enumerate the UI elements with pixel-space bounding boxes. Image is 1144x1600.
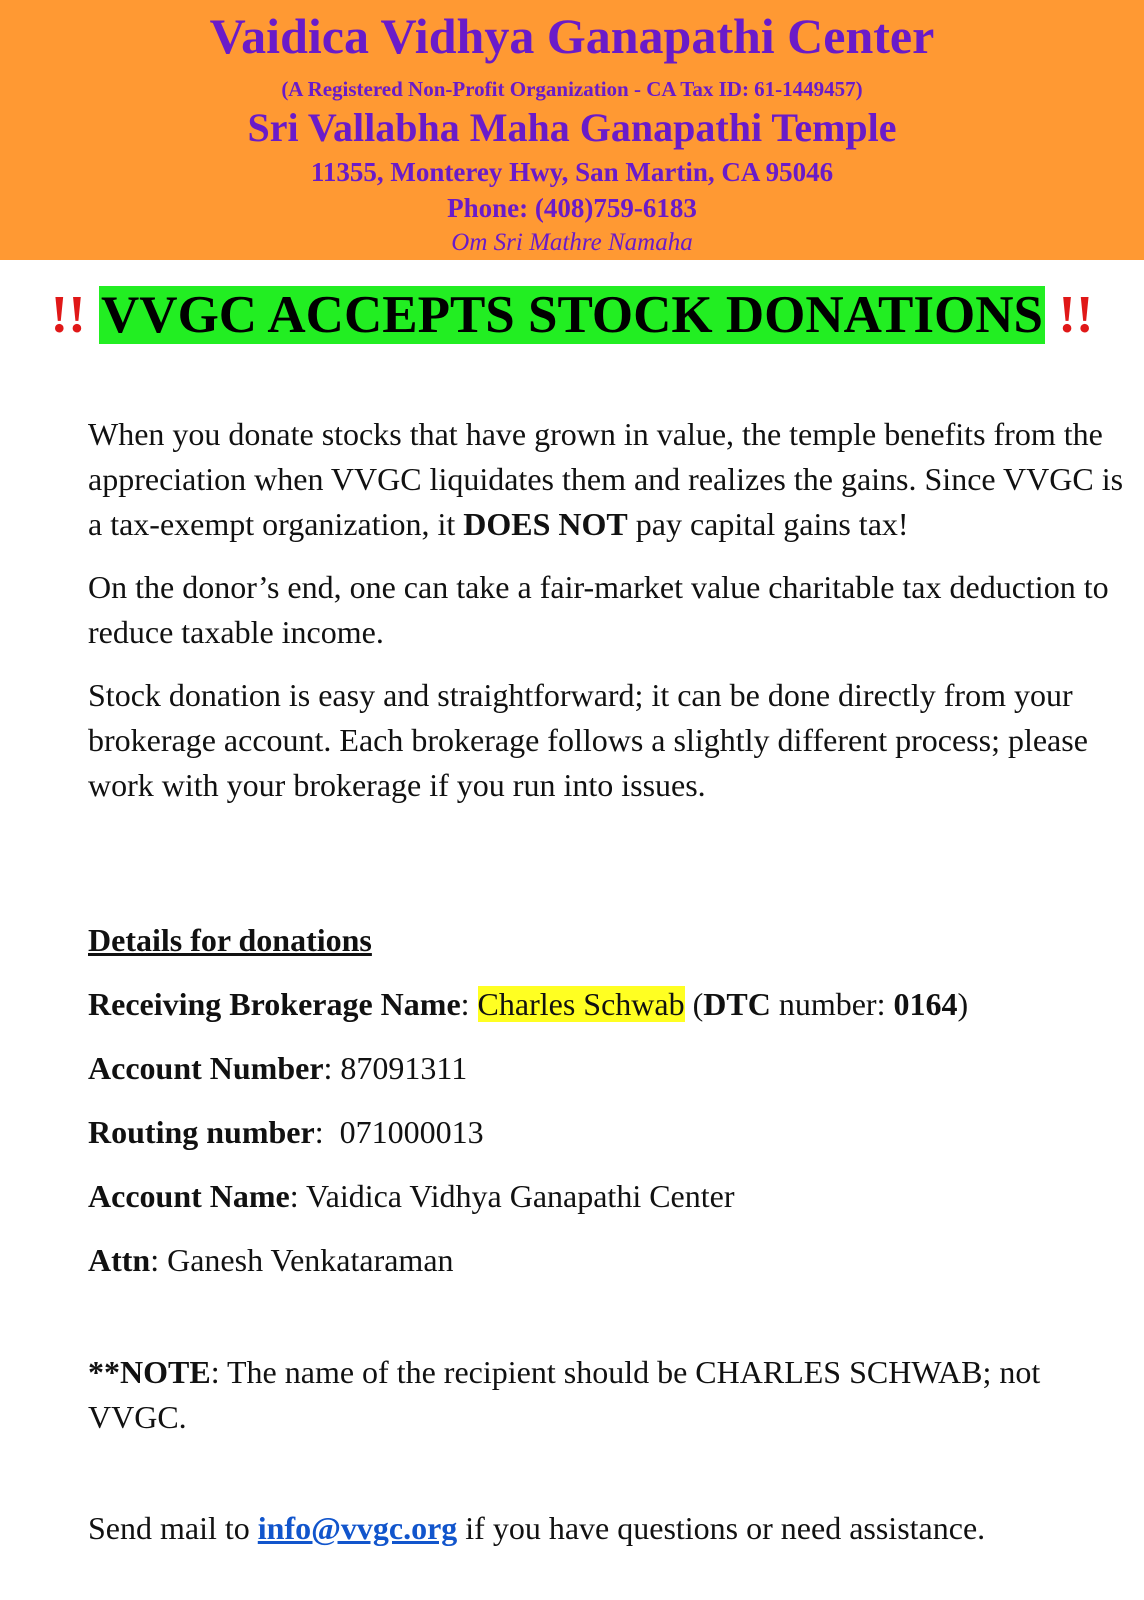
org-name: Vaidica Vidhya Ganapathi Center (209, 8, 935, 64)
routing-number-label: Routing number (88, 1114, 315, 1150)
address: 11355, Monterey Hwy, San Martin, CA 95046 (310, 157, 834, 187)
body-content (88, 412, 1128, 808)
account-number-value: : 87091311 (323, 1050, 468, 1086)
temple-name: Sri Vallabha Maha Ganapathi Temple (247, 105, 897, 150)
dtc-mid: number: (770, 986, 894, 1022)
paragraph-deduction: On the donor’s end, one can take a fair-market value charitable tax deduction to reduce taxable income. (88, 569, 1109, 650)
account-name-row (88, 1174, 735, 1219)
header (0, 0, 1144, 260)
attn-row (88, 1238, 454, 1283)
registration-text: (A Registered Non-Profit Organization - CA Tax ID: 61-1449457) (281, 77, 863, 101)
brokerage-row (88, 982, 968, 1027)
contact-prefix: Send mail to (88, 1510, 258, 1546)
paragraph-benefits-text-end: pay capital gains tax! (627, 506, 909, 542)
account-number-row (88, 1046, 467, 1091)
banner-left-marks: !! (50, 286, 86, 344)
note-text: : The name of the recipient should be CHARLES SCHWAB; not VVGC. (88, 1354, 1041, 1435)
dtc-open: ( (684, 986, 704, 1022)
attn-label: Attn (88, 1242, 151, 1278)
details-title: Details for donations (88, 922, 372, 958)
contact-suffix: if you have questions or need assistance. (457, 1510, 986, 1546)
note (88, 1350, 1128, 1440)
dtc-close: ) (957, 986, 969, 1022)
paragraph-benefits-emphasis: DOES NOT (463, 506, 628, 542)
attn-value: : Ganesh Venkataraman (150, 1242, 454, 1278)
dtc-value: 0164 (893, 986, 958, 1022)
banner-title: VVGC ACCEPTS STOCK DONATIONS (101, 286, 1043, 344)
paragraph-process: Stock donation is easy and straightforward; it can be done directly from your brokerage account. Each brokerage follows a slightly different process; please work with your brokerage if you run into issues. (88, 677, 1088, 803)
note-label: **NOTE (88, 1354, 211, 1390)
dtc-label: DTC (703, 986, 771, 1022)
paragraph-benefits-text: When you donate stocks that have grown in value, the temple benefits from the appreciation when VVGC liquidates them and realizes the gains. Since VVGC is a tax-exempt organization, it (88, 416, 1124, 542)
colon: : (460, 986, 478, 1022)
announcement-banner (0, 284, 1144, 346)
account-name-label: Account Name (88, 1178, 290, 1214)
banner-right-marks: !! (1058, 286, 1094, 344)
phone: Phone: (408)759-6183 (447, 193, 697, 223)
email-link[interactable]: info@vvgc.org (257, 1510, 458, 1546)
account-name-value: : Vaidica Vidhya Ganapathi Center (289, 1178, 735, 1214)
routing-number-row (88, 1110, 484, 1155)
account-number-label: Account Number (88, 1050, 324, 1086)
paragraph-benefits (88, 412, 1128, 547)
brokerage-value: Charles Schwab (477, 986, 685, 1022)
contact-line (88, 1506, 985, 1551)
invocation: Om Sri Mathre Namaha (451, 229, 693, 256)
routing-number-value: : 071000013 (314, 1114, 484, 1150)
brokerage-label: Receiving Brokerage Name (88, 986, 461, 1022)
